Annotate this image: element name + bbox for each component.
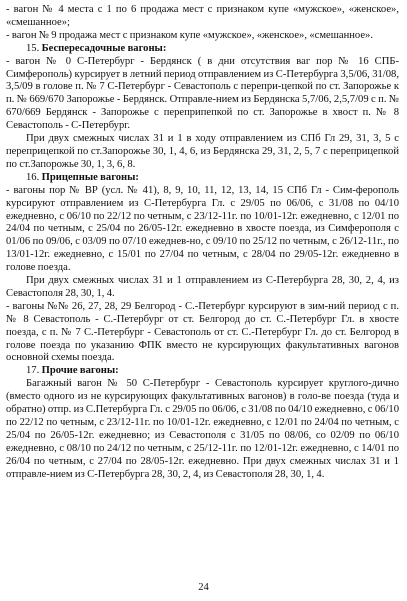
- section-heading: [6, 43, 399, 56]
- body-text: [6, 4, 399, 482]
- section-title: Прицепные вагоны:: [41, 171, 139, 183]
- paragraph: При двух смежных числах 31 и 1 в ходу отправлением из СПб Гл 29, 31, 3, 5 с переприцепкой по ст.Запорожье 30, 1, 4, 6, из Бердянска 29, 31, 2, 5, 7 с переприцепкой по ст.Запорожье 30, 1, 3, 6, 8.: [6, 133, 399, 170]
- paragraph: - вагон № 0 С-Петербург - Бердянск ( в дни отсутствия ваг пор № 16 СПБ-Симферополь) курсирует в летний период отправлением из С-Петербурга 3,5/06, 31/08, 3,5/09 в голове п. № 7 С-Петербург - Севастополь с перепри-цепкой по ст. Запорожье к п. № 669/670 Запорожье - Бердянск. Отправле-нием из Бердянска 5,7/06, 2,5,7/09 с п. № 670/669 Бердянск - Запорожье с переприпепкой по ст. Запорожье в хвост п. № 8 Севастополь - С-Петербург.: [6, 55, 399, 132]
- page-number: 24: [198, 582, 209, 593]
- section-heading: [6, 172, 399, 185]
- section-number: 17.: [26, 365, 40, 377]
- paragraph: Багажный вагон № 50 С-Петербург - Севастополь курсирует круглого-дично (вместо одного из не курсирующих факультативных вагонов) в голо-ве поезда (туда и обратно) отпр. из С.Петербурга Гл. с 29/05 по 06/06, с 31/08 по 04/10 ежедневно, с 06/10 по 22/12 по четным, с 23/12-11г. по 10/01-12г. ежедневно, с 12/01 по 24/04 по четным, с 25/04 по 26/05-12г. ежедневно; из Севастополя с 31/05 по 08/06, со 02/09 по 06/10 ежедневно, с 08/10 по 24/12 по четным, с 25/12-11г. по 12/01-12г. ежедневно, с 14/01 по 26/04 по четным, с 27/04 по 28/05-12г. ежедневно. При двух смежных числах 31 и 1 отправле-нием из С-Петербурга 28, 30, 2, 4, из Севастополя 28, 30, 1, 4.: [6, 378, 399, 480]
- paragraph: - вагоны пор № ВР (усл. № 41), 8, 9, 10, 11, 12, 13, 14, 15 СПб Гл - Сим-ферополь курсируют отправлением из С-Петербурга Гл. с 29/05 по 06/06, с 31/08 по 04/10 ежедневно, с 06/10 по 22/12 по четным, с 23/12-11г. по 10/01-12г. ежедневно, с 12/01 по 24/04 по четным, с 25/04 по 26/05-12г. ежедневно в хвосте поезда, из Симферополя с 01/06 по 09/06, с 03/09 по 07/10 ежеднев-но, с 09/10 по 25/12 по четным, с 26/12-11г., по 13/01-12г. ежедневно, с 15/01 по 27/04 по четным, с 28/04 по 29/05-12г. ежедневно в голове поезда.: [6, 184, 399, 274]
- section-heading: [6, 365, 399, 378]
- paragraph: - вагон № 4 места с 1 по 6 продажа мест с признаком купе «мужское», «женское», «смешанное»;: [6, 4, 399, 28]
- paragraph: - вагоны №№ 26, 27, 28, 29 Белгород - С.-Петербург курсируют в зим-ний период с п. № 8 Севастополь - С.-Петербург от ст. Белгород до ст. С.-Петербург Гл. в хвосте поезда, с п. № 7 С.-Петербург - Севастополь от ст. С.-Петербург Гл. до ст. Белгород в голове поезда по указанию ФПК вместо не курсирующих факультативных вагонов основной схемы поезда.: [6, 300, 399, 364]
- paragraph: - вагон № 9 продажа мест с признаком купе «мужское», «женское», «смешанное».: [6, 29, 373, 41]
- section-title: Прочие вагоны:: [41, 365, 119, 377]
- section-number: 15.: [26, 42, 40, 54]
- section-title: Беспересадочные вагоны:: [41, 42, 167, 54]
- section-number: 16.: [26, 171, 40, 183]
- paragraph: При двух смежных числах 31 и 1 отправлением из С-Петербурга 28, 30, 2, 4, из Севастополя 28, 30, 1, 4.: [6, 275, 399, 299]
